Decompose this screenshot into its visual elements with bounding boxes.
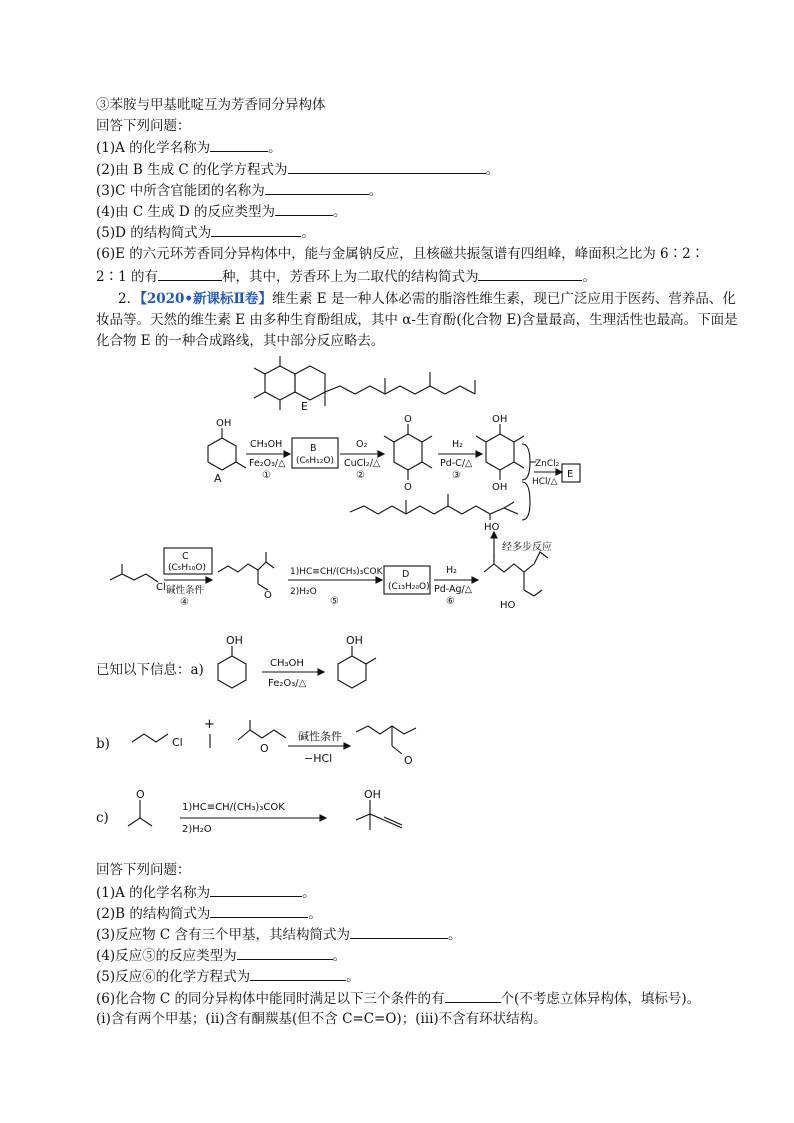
b-box-formula: (C₆H₁₂O) xyxy=(296,456,334,466)
e-box-label: E xyxy=(567,469,574,480)
question-2 xyxy=(96,159,499,180)
answer-blank[interactable] xyxy=(445,988,501,1003)
period: 。 xyxy=(308,906,322,922)
o-b-product: O xyxy=(404,754,413,767)
q2-1-text: (1)A 的化学名称为 xyxy=(96,885,211,901)
b-condition: 碱性条件 xyxy=(298,730,342,743)
known-b-scheme xyxy=(120,712,450,774)
r5-step: ⑤ xyxy=(330,596,339,607)
answer-blank[interactable] xyxy=(350,924,448,939)
q2-4-text: (4)反应⑤的反应类型为 xyxy=(96,948,237,964)
question-6a: (6)E 的六元环芳香同分异构体中，能与金属钠反应，且核磁共振氢谱有四组峰，峰面积之比为 6∶2∶ xyxy=(96,246,705,262)
q2-4 xyxy=(96,945,346,966)
answer-blank[interactable] xyxy=(210,137,268,152)
o-label-top: O xyxy=(404,414,412,425)
q2-6 xyxy=(96,988,700,1009)
plus-sign: + xyxy=(204,717,215,732)
label-a: A xyxy=(214,472,222,485)
period: 。 xyxy=(368,183,383,199)
answer-blank[interactable] xyxy=(158,266,222,281)
q1-text: (1)A 的化学名称为 xyxy=(96,140,211,156)
compound-e-structure xyxy=(254,356,475,410)
answer-blank[interactable] xyxy=(478,266,582,281)
q2-text: (2)由 B 生成 C 的化学方程式为 xyxy=(96,162,288,178)
oh-label-bottom: OH xyxy=(492,482,508,493)
question-4 xyxy=(96,201,346,222)
cl-b-label: Cl xyxy=(172,736,183,749)
answer-blank[interactable] xyxy=(210,882,302,897)
o-c-reactant: O xyxy=(136,788,145,801)
question-3 xyxy=(96,180,382,201)
oh-label-top: OH xyxy=(492,414,508,425)
diene-alcohol-structure xyxy=(484,552,548,596)
o-b-reactant: O xyxy=(260,742,269,755)
answer-blank[interactable] xyxy=(250,966,346,981)
question-1 xyxy=(96,137,282,158)
synthesis-scheme xyxy=(0,352,794,632)
r2-step: ② xyxy=(356,470,365,481)
q3-text: (3)C 中所含官能团的名称为 xyxy=(96,183,265,199)
c-box-formula: (C₅H₁₀O) xyxy=(168,563,206,573)
r4-condition: 碱性条件 xyxy=(166,585,205,596)
answer-blank[interactable] xyxy=(288,159,486,174)
problem-number: 2． xyxy=(118,291,141,307)
note-3: ③苯胺与甲基吡啶互为芳香同分异构体 xyxy=(96,97,326,113)
r6-reagent: H₂ xyxy=(446,565,457,576)
q2-2-text: (2)B 的结构简式为 xyxy=(96,906,211,922)
answer-blank[interactable] xyxy=(275,201,333,216)
hydroquinone-structure xyxy=(476,424,524,480)
q2-3-text: (3)反应物 C 含有三个甲基，其结构简式为 xyxy=(96,927,351,943)
answer-blank[interactable] xyxy=(237,945,333,960)
c-workup: 2)H₂O xyxy=(182,824,212,835)
cl-label: Cl xyxy=(156,582,166,593)
period: 。 xyxy=(582,269,596,285)
r3-condition: Pd-C/△ xyxy=(440,458,473,469)
period: 。 xyxy=(346,969,360,985)
period: 。 xyxy=(332,948,347,964)
c-box-label: C xyxy=(182,551,189,562)
quinone-structure xyxy=(384,424,432,480)
answer-blank[interactable] xyxy=(265,180,369,195)
period: 。 xyxy=(301,225,315,241)
r4-step: ④ xyxy=(180,597,189,608)
zn-condition: HCl/△ xyxy=(532,477,558,487)
oh-a-reactant: OH xyxy=(226,634,243,647)
problem-source: 【2020•新课标Ⅱ卷】 xyxy=(140,291,272,307)
q2-5-text: (5)反应⑥的化学方程式为 xyxy=(96,969,251,985)
period: 。 xyxy=(268,140,282,156)
o-label-bottom: O xyxy=(404,482,412,493)
a-condition: Fe₂O₃/△ xyxy=(268,678,307,689)
zn-reagent: ZnCl₂ xyxy=(535,459,560,469)
known-c-label: c) xyxy=(96,810,109,826)
ho-label: HO xyxy=(484,522,500,533)
problem2-intro-1 xyxy=(118,289,736,309)
q2-3 xyxy=(96,924,462,945)
q6c-text: 种，其中，芳香环上为二取代的结构简式为 xyxy=(221,269,479,285)
r5-reagent: 1)HC≡CH/(CH₃)₃COK xyxy=(290,567,383,577)
q2-2 xyxy=(96,903,322,924)
known-c-scheme xyxy=(120,784,420,854)
r1-condition: Fe₂O₃/△ xyxy=(249,458,286,469)
intro-a: 维生素 E 是一种人体必需的脂溶性维生素，现已广泛应用于医药、营养品、化 xyxy=(271,291,736,307)
c-reagent: 1)HC≡CH/(CH₃)₃COK xyxy=(182,802,285,813)
known-heading: 已知以下信息：a) xyxy=(96,662,204,678)
a-reagent: CH₃OH xyxy=(270,658,304,669)
questions-prompt: 回答下列问题： xyxy=(96,862,191,878)
b-byproduct: −HCl xyxy=(304,752,333,765)
q2-5 xyxy=(96,966,360,987)
o-ketone-label: O xyxy=(264,590,272,601)
r1-reagent: CH₃OH xyxy=(250,439,283,450)
q4-text: (4)由 C 生成 D 的反应类型为 xyxy=(96,204,275,220)
q2-6-conditions: (ⅰ)含有两个甲基；(ⅱ)含有酮羰基(但不含 C=C=O)；(ⅲ)不含有环状结构。 xyxy=(96,1011,547,1027)
r2-reagent: O₂ xyxy=(356,439,368,450)
period: 。 xyxy=(448,927,462,943)
r3-step: ③ xyxy=(452,470,461,481)
r6-condition: Pd-Ag/△ xyxy=(434,584,473,595)
known-b-label: b) xyxy=(96,736,110,752)
oh-c-product: OH xyxy=(364,788,381,801)
d-box-formula: (C₁₃H₂₀O) xyxy=(388,582,430,592)
known-a-scheme xyxy=(200,634,420,704)
b-box-label: B xyxy=(310,443,317,454)
q2-1 xyxy=(96,882,316,903)
r2-condition: CuCl₂/△ xyxy=(344,458,381,469)
ho-product-label: HO xyxy=(500,600,516,611)
period: 。 xyxy=(485,162,500,178)
compound-a-structure xyxy=(208,428,246,470)
period: 。 xyxy=(302,885,316,901)
label-e: E xyxy=(301,400,308,413)
r5-workup: 2)H₂O xyxy=(290,587,317,597)
r6-step: ⑥ xyxy=(446,596,455,607)
r1-step: ① xyxy=(262,470,271,481)
d-box-label: D xyxy=(402,569,410,580)
multi-step-label: 经多步反应 xyxy=(502,542,552,553)
period: 。 xyxy=(332,204,347,220)
answer-blank[interactable] xyxy=(210,903,308,918)
prenyl-chloride-structure xyxy=(110,564,158,582)
q6b-text: 2∶1 的有 xyxy=(96,269,158,285)
isophytol-structure xyxy=(350,494,518,520)
q5-text: (5)D 的结构简式为 xyxy=(96,225,212,241)
r3-reagent: H₂ xyxy=(452,439,463,450)
oh-a-product: OH xyxy=(346,634,363,647)
oh-label: OH xyxy=(216,418,232,429)
q2-6-text: (6)化合物 C 的同分异构体中能同时满足以下三个条件的有 xyxy=(96,991,445,1007)
q2-6-tail: 个(不考虑立体异构体，填标号)。 xyxy=(500,991,701,1007)
question-6b xyxy=(96,266,596,287)
ketone-c-structure xyxy=(218,552,274,590)
answer-blank[interactable] xyxy=(211,222,301,237)
question-5 xyxy=(96,222,315,243)
problem2-intro-3: 化合物 E 的一种合成路线，其中部分反应略去。 xyxy=(96,333,385,349)
answer-prompt: 回答下列问题： xyxy=(96,118,191,134)
problem2-intro-2: 妆品等。天然的维生素 E 由多种生育酚组成，其中 α-生育酚(化合物 E)含量最高，生理活性也最高。下面是 xyxy=(96,312,738,328)
